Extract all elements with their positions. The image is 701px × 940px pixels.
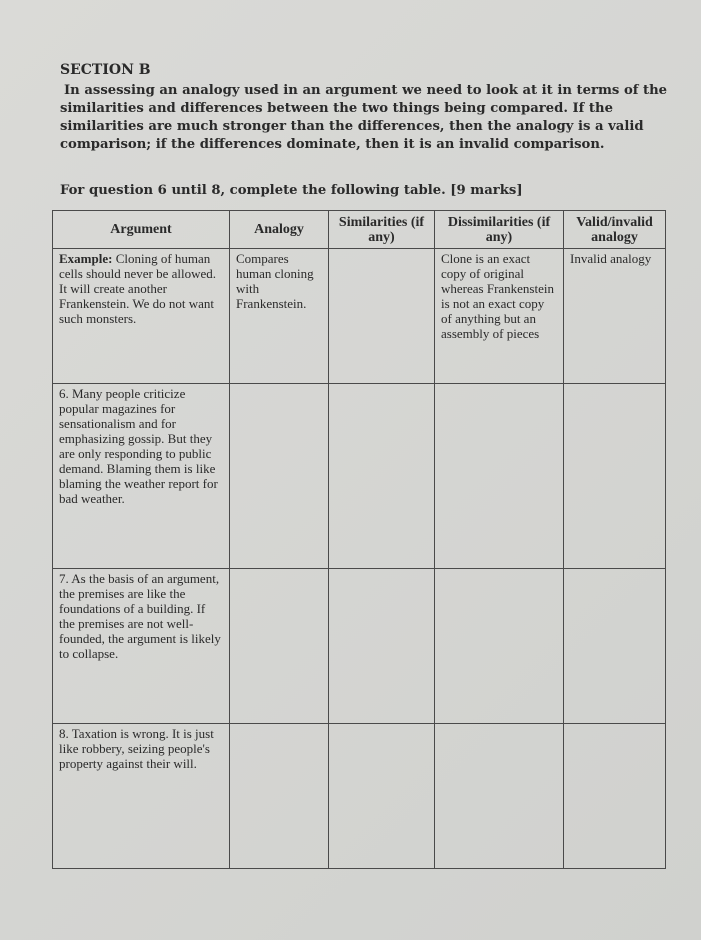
q8-analogy-cell[interactable] bbox=[230, 724, 329, 869]
header-dissimilarities: Dissimilarities (if any) bbox=[435, 211, 564, 249]
q8-dissimilarities-cell[interactable] bbox=[435, 724, 564, 869]
example-analogy: Compares human cloning with Frankenstein. bbox=[230, 249, 329, 384]
analogy-table bbox=[52, 210, 666, 869]
q6-similarities-cell[interactable] bbox=[329, 384, 435, 569]
q6-analogy-cell[interactable] bbox=[230, 384, 329, 569]
q8-validity-cell[interactable] bbox=[564, 724, 666, 869]
q6-validity-cell[interactable] bbox=[564, 384, 666, 569]
intro-paragraph: In assessing an analogy used in an argument we need to look at it in terms of the similarities and differences between the two things being compared. If the similarities are much stronger than the differences, then the analogy is a valid comparison; if the differences dominate, then it is an invalid comparison. bbox=[60, 83, 668, 152]
table-row bbox=[53, 724, 666, 869]
q7-validity-cell[interactable] bbox=[564, 569, 666, 724]
section-title: SECTION B bbox=[60, 62, 151, 78]
header-similarities: Similarities (if any) bbox=[329, 211, 435, 249]
question-6-argument: 6. Many people criticize popular magazines for sensationalism and for emphasizing gossip. But they are only responding to public demand. Blaming them is like blaming the weather report for bad weather. bbox=[53, 384, 230, 569]
instruction: For question 6 until 8, complete the following table. [9 marks] bbox=[60, 183, 523, 198]
example-argument bbox=[53, 249, 230, 384]
q7-similarities-cell[interactable] bbox=[329, 569, 435, 724]
table-header-row bbox=[53, 211, 666, 249]
q7-analogy-cell[interactable] bbox=[230, 569, 329, 724]
example-validity: Invalid analogy bbox=[564, 249, 666, 384]
question-7-argument: 7. As the basis of an argument, the premises are like the foundations of a building. If the premises are not well-founded, the argument is likely to collapse. bbox=[53, 569, 230, 724]
example-similarities bbox=[329, 249, 435, 384]
q7-dissimilarities-cell[interactable] bbox=[435, 569, 564, 724]
header-analogy: Analogy bbox=[230, 211, 329, 249]
question-8-argument: 8. Taxation is wrong. It is just like robbery, seizing people's property against their will. bbox=[53, 724, 230, 869]
q8-similarities-cell[interactable] bbox=[329, 724, 435, 869]
q6-dissimilarities-cell[interactable] bbox=[435, 384, 564, 569]
example-label: Example: bbox=[59, 251, 113, 266]
example-argument-text: Cloning of human cells should never be allowed. It will create another Frankenstein. We do not want such monsters. bbox=[59, 251, 217, 326]
header-validity: Valid/invalid analogy bbox=[564, 211, 666, 249]
header-argument: Argument bbox=[53, 211, 230, 249]
example-row bbox=[53, 249, 666, 384]
example-dissimilarities: Clone is an exact copy of original whereas Frankenstein is not an exact copy of anything but an assembly of pieces bbox=[435, 249, 564, 384]
table-row bbox=[53, 569, 666, 724]
table-row bbox=[53, 384, 666, 569]
